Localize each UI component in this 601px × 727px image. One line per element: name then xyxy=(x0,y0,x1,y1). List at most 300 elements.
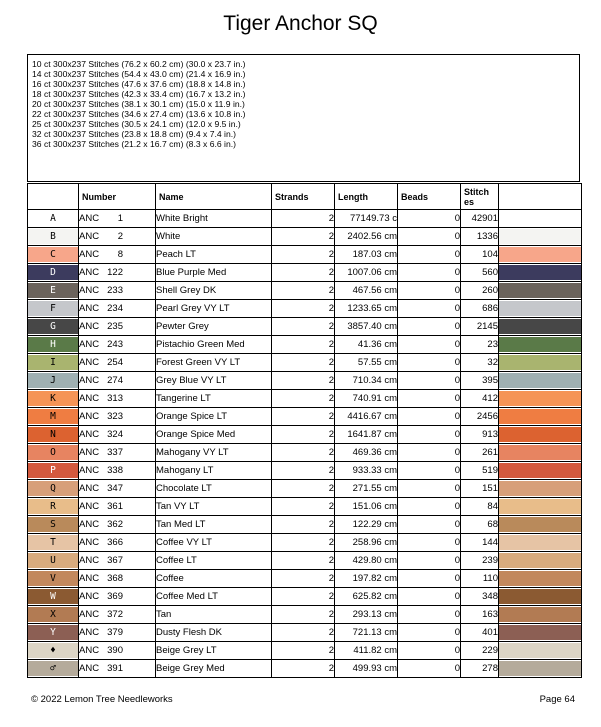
table-row xyxy=(28,210,582,228)
thread-name: Tan xyxy=(156,606,272,624)
thread-number-cell xyxy=(79,318,156,336)
stitch-symbol: E xyxy=(28,283,78,298)
stitches-cell: 239 xyxy=(461,552,499,570)
symbol-cell xyxy=(28,282,79,300)
color-swatch xyxy=(499,409,581,424)
symbol-cell xyxy=(28,534,79,552)
thread-brand: ANC xyxy=(79,429,100,440)
thread-brand: ANC xyxy=(79,627,100,638)
thread-number-cell xyxy=(79,264,156,282)
color-swatch-cell xyxy=(499,300,582,318)
color-swatch xyxy=(499,571,581,586)
color-swatch-cell xyxy=(499,480,582,498)
stitches-cell: 104 xyxy=(461,246,499,264)
beads-cell: 0 xyxy=(398,444,461,462)
thread-number: 243 xyxy=(107,339,123,350)
thread-number-cell xyxy=(79,660,156,678)
header-length: Length xyxy=(335,184,398,210)
thread-number-cell xyxy=(79,552,156,570)
symbol-cell xyxy=(28,336,79,354)
color-swatch xyxy=(499,553,581,568)
length-cell: 429.80 cm xyxy=(335,552,398,570)
thread-brand: ANC xyxy=(79,519,100,530)
stitches-cell: 560 xyxy=(461,264,499,282)
thread-number: 338 xyxy=(107,465,123,476)
thread-brand: ANC xyxy=(79,537,100,548)
stitch-symbol: X xyxy=(28,607,78,622)
thread-name: Beige Grey LT xyxy=(156,642,272,660)
color-swatch-cell xyxy=(499,516,582,534)
color-swatch xyxy=(499,337,581,352)
stitch-symbol: H xyxy=(28,337,78,352)
thread-brand: ANC xyxy=(79,231,100,242)
beads-cell: 0 xyxy=(398,516,461,534)
symbol-cell xyxy=(28,606,79,624)
symbol-cell xyxy=(28,354,79,372)
thread-brand: ANC xyxy=(79,555,100,566)
strands-cell: 2 xyxy=(272,480,335,498)
thread-rows xyxy=(28,210,582,678)
strands-cell: 2 xyxy=(272,210,335,228)
table-row xyxy=(28,246,582,264)
thread-number: 324 xyxy=(107,429,123,440)
strands-cell: 2 xyxy=(272,552,335,570)
color-swatch xyxy=(499,535,581,550)
thread-number-cell xyxy=(79,570,156,588)
beads-cell: 0 xyxy=(398,264,461,282)
length-cell: 469.36 cm xyxy=(335,444,398,462)
thread-number: 337 xyxy=(107,447,123,458)
strands-cell: 2 xyxy=(272,372,335,390)
stitch-symbol: M xyxy=(28,409,78,424)
thread-number: 369 xyxy=(107,591,123,602)
thread-table xyxy=(27,183,582,678)
stitch-symbol: B xyxy=(28,229,78,244)
strands-cell: 2 xyxy=(272,426,335,444)
thread-number-cell xyxy=(79,408,156,426)
symbol-cell xyxy=(28,210,79,228)
beads-cell: 0 xyxy=(398,372,461,390)
beads-cell: 0 xyxy=(398,426,461,444)
stitches-cell: 32 xyxy=(461,354,499,372)
color-swatch xyxy=(499,319,581,334)
length-cell: 41.36 cm xyxy=(335,336,398,354)
strands-cell: 2 xyxy=(272,336,335,354)
thread-brand: ANC xyxy=(79,591,100,602)
thread-number: 234 xyxy=(107,303,123,314)
symbol-cell xyxy=(28,246,79,264)
color-swatch-cell xyxy=(499,318,582,336)
color-swatch xyxy=(499,661,581,676)
header-symbol xyxy=(28,184,79,210)
table-row xyxy=(28,336,582,354)
beads-cell: 0 xyxy=(398,390,461,408)
length-cell: 197.82 cm xyxy=(335,570,398,588)
thread-number-cell xyxy=(79,606,156,624)
thread-number-cell xyxy=(79,372,156,390)
strands-cell: 2 xyxy=(272,660,335,678)
copyright-text: © 2022 Lemon Tree Needleworks xyxy=(31,694,173,705)
strands-cell: 2 xyxy=(272,354,335,372)
fabric-size-line: 10 ct 300x237 Stitches (76.2 x 60.2 cm) (30.0 x 23.7 in.) xyxy=(32,59,246,69)
beads-cell: 0 xyxy=(398,480,461,498)
thread-number-cell xyxy=(79,390,156,408)
table-row xyxy=(28,408,582,426)
thread-number-cell xyxy=(79,336,156,354)
table-row xyxy=(28,282,582,300)
thread-number-cell xyxy=(79,480,156,498)
fabric-size-line: 14 ct 300x237 Stitches (54.4 x 43.0 cm) (21.4 x 16.9 in.) xyxy=(32,69,246,79)
table-row xyxy=(28,552,582,570)
table-row xyxy=(28,570,582,588)
thread-brand: ANC xyxy=(79,447,100,458)
symbol-cell xyxy=(28,624,79,642)
thread-number-cell xyxy=(79,228,156,246)
table-row xyxy=(28,390,582,408)
stitch-symbol: O xyxy=(28,445,78,460)
thread-name: Pearl Grey VY LT xyxy=(156,300,272,318)
thread-number: 2 xyxy=(117,231,123,242)
stitch-symbol: W xyxy=(28,589,78,604)
thread-brand: ANC xyxy=(79,303,100,314)
table-row xyxy=(28,354,582,372)
thread-number: 1 xyxy=(117,213,123,224)
color-swatch-cell xyxy=(499,552,582,570)
strands-cell: 2 xyxy=(272,264,335,282)
stitches-cell: 68 xyxy=(461,516,499,534)
length-cell: 3857.40 cm xyxy=(335,318,398,336)
stitch-symbol: K xyxy=(28,391,78,406)
color-swatch xyxy=(499,427,581,442)
stitches-cell: 42901 xyxy=(461,210,499,228)
strands-cell: 2 xyxy=(272,300,335,318)
color-swatch-cell xyxy=(499,534,582,552)
thread-number: 323 xyxy=(107,411,123,422)
stitches-cell: 395 xyxy=(461,372,499,390)
thread-name: Coffee LT xyxy=(156,552,272,570)
beads-cell: 0 xyxy=(398,408,461,426)
thread-number: 390 xyxy=(107,645,123,656)
fabric-size-line: 22 ct 300x237 Stitches (34.6 x 27.4 cm) (13.6 x 10.8 in.) xyxy=(32,109,246,119)
length-cell: 187.03 cm xyxy=(335,246,398,264)
table-row xyxy=(28,264,582,282)
thread-number: 372 xyxy=(107,609,123,620)
strands-cell: 2 xyxy=(272,624,335,642)
beads-cell: 0 xyxy=(398,318,461,336)
beads-cell: 0 xyxy=(398,534,461,552)
table-row xyxy=(28,642,582,660)
color-swatch xyxy=(499,265,581,280)
thread-number: 367 xyxy=(107,555,123,566)
stitches-cell: 2456 xyxy=(461,408,499,426)
thread-number: 362 xyxy=(107,519,123,530)
stitches-cell: 261 xyxy=(461,444,499,462)
length-cell: 740.91 cm xyxy=(335,390,398,408)
thread-number-cell xyxy=(79,426,156,444)
stitches-cell: 2145 xyxy=(461,318,499,336)
thread-name: Forest Green VY LT xyxy=(156,354,272,372)
color-swatch-cell xyxy=(499,624,582,642)
stitches-cell: 519 xyxy=(461,462,499,480)
color-swatch xyxy=(499,499,581,514)
header-number: Number xyxy=(79,184,156,210)
fabric-size-line: 18 ct 300x237 Stitches (42.3 x 33.4 cm) (16.7 x 13.2 in.) xyxy=(32,89,246,99)
thread-brand: ANC xyxy=(79,285,100,296)
color-swatch-cell xyxy=(499,264,582,282)
color-swatch-cell xyxy=(499,570,582,588)
page-number: Page 64 xyxy=(539,694,575,705)
table-row xyxy=(28,588,582,606)
thread-brand: ANC xyxy=(79,483,100,494)
table-row xyxy=(28,444,582,462)
stitch-symbol: T xyxy=(28,535,78,550)
strands-cell: 2 xyxy=(272,516,335,534)
fabric-size-line: 25 ct 300x237 Stitches (30.5 x 24.1 cm) (12.0 x 9.5 in.) xyxy=(32,119,241,129)
strands-cell: 2 xyxy=(272,408,335,426)
thread-brand: ANC xyxy=(79,411,100,422)
thread-name: Peach LT xyxy=(156,246,272,264)
fabric-size-line: 16 ct 300x237 Stitches (47.6 x 37.6 cm) (18.8 x 14.8 in.) xyxy=(32,79,246,89)
color-swatch xyxy=(499,301,581,316)
length-cell: 258.96 cm xyxy=(335,534,398,552)
thread-name: Dusty Flesh DK xyxy=(156,624,272,642)
thread-brand: ANC xyxy=(79,501,100,512)
color-swatch xyxy=(499,391,581,406)
thread-number-cell xyxy=(79,498,156,516)
stitches-cell: 151 xyxy=(461,480,499,498)
strands-cell: 2 xyxy=(272,282,335,300)
color-swatch-cell xyxy=(499,372,582,390)
symbol-cell xyxy=(28,642,79,660)
color-swatch xyxy=(499,247,581,262)
thread-brand: ANC xyxy=(79,465,100,476)
thread-number-cell xyxy=(79,624,156,642)
table-row xyxy=(28,498,582,516)
beads-cell: 0 xyxy=(398,228,461,246)
length-cell: 57.55 cm xyxy=(335,354,398,372)
beads-cell: 0 xyxy=(398,588,461,606)
beads-cell: 0 xyxy=(398,498,461,516)
strands-cell: 2 xyxy=(272,606,335,624)
color-swatch xyxy=(499,625,581,640)
thread-brand: ANC xyxy=(79,393,100,404)
thread-name: Coffee xyxy=(156,570,272,588)
strands-cell: 2 xyxy=(272,390,335,408)
thread-brand: ANC xyxy=(79,375,100,386)
stitch-symbol: S xyxy=(28,517,78,532)
color-swatch-cell xyxy=(499,462,582,480)
thread-name: Orange Spice LT xyxy=(156,408,272,426)
strands-cell: 2 xyxy=(272,444,335,462)
stitch-symbol: C xyxy=(28,247,78,262)
thread-brand: ANC xyxy=(79,267,100,278)
beads-cell: 0 xyxy=(398,624,461,642)
beads-cell: 0 xyxy=(398,210,461,228)
color-swatch-cell xyxy=(499,336,582,354)
fabric-size-line: 32 ct 300x237 Stitches (23.8 x 18.8 cm) (9.4 x 7.4 in.) xyxy=(32,129,236,139)
thread-number-cell xyxy=(79,354,156,372)
symbol-cell xyxy=(28,426,79,444)
table-row xyxy=(28,624,582,642)
symbol-cell xyxy=(28,372,79,390)
color-swatch xyxy=(499,517,581,532)
color-swatch-cell xyxy=(499,606,582,624)
header-beads: Beads xyxy=(398,184,461,210)
stitch-symbol: Y xyxy=(28,625,78,640)
thread-number-cell xyxy=(79,246,156,264)
thread-brand: ANC xyxy=(79,645,100,656)
thread-name: Coffee Med LT xyxy=(156,588,272,606)
thread-brand: ANC xyxy=(79,321,100,332)
color-swatch xyxy=(499,445,581,460)
beads-cell: 0 xyxy=(398,660,461,678)
strands-cell: 2 xyxy=(272,534,335,552)
table-row xyxy=(28,372,582,390)
header-color xyxy=(499,184,582,210)
color-swatch xyxy=(499,229,581,244)
symbol-cell xyxy=(28,300,79,318)
stitches-cell: 260 xyxy=(461,282,499,300)
stitch-symbol: P xyxy=(28,463,78,478)
beads-cell: 0 xyxy=(398,462,461,480)
thread-number: 8 xyxy=(117,249,123,260)
color-swatch-cell xyxy=(499,246,582,264)
thread-name: Shell Grey DK xyxy=(156,282,272,300)
beads-cell: 0 xyxy=(398,570,461,588)
color-swatch xyxy=(499,589,581,604)
stitches-cell: 913 xyxy=(461,426,499,444)
stitch-symbol: G xyxy=(28,319,78,334)
beads-cell: 0 xyxy=(398,642,461,660)
table-row xyxy=(28,660,582,678)
thread-number: 347 xyxy=(107,483,123,494)
stitches-cell: 163 xyxy=(461,606,499,624)
thread-number-cell xyxy=(79,534,156,552)
thread-name: Tan Med LT xyxy=(156,516,272,534)
thread-name: Mahogany VY LT xyxy=(156,444,272,462)
stitch-symbol: ♦ xyxy=(28,643,78,658)
color-swatch-cell xyxy=(499,498,582,516)
thread-number: 368 xyxy=(107,573,123,584)
table-row xyxy=(28,228,582,246)
thread-number-cell xyxy=(79,642,156,660)
stitches-cell: 348 xyxy=(461,588,499,606)
color-swatch xyxy=(499,355,581,370)
length-cell: 1007.06 cm xyxy=(335,264,398,282)
thread-brand: ANC xyxy=(79,609,100,620)
color-swatch-cell xyxy=(499,444,582,462)
length-cell: 4416.67 cm xyxy=(335,408,398,426)
thread-name: Tan VY LT xyxy=(156,498,272,516)
color-swatch xyxy=(499,373,581,388)
fabric-size-line: 36 ct 300x237 Stitches (21.2 x 16.7 cm) (8.3 x 6.6 in.) xyxy=(32,139,236,149)
color-swatch-cell xyxy=(499,408,582,426)
length-cell: 1233.65 cm xyxy=(335,300,398,318)
thread-number: 391 xyxy=(107,663,123,674)
strands-cell: 2 xyxy=(272,462,335,480)
thread-name: Blue Purple Med xyxy=(156,264,272,282)
thread-name: White Bright xyxy=(156,210,272,228)
thread-number: 235 xyxy=(107,321,123,332)
strands-cell: 2 xyxy=(272,498,335,516)
thread-number-cell xyxy=(79,282,156,300)
strands-cell: 2 xyxy=(272,588,335,606)
fabric-size-box xyxy=(27,54,580,182)
strands-cell: 2 xyxy=(272,246,335,264)
length-cell: 499.93 cm xyxy=(335,660,398,678)
thread-number: 274 xyxy=(107,375,123,386)
thread-number-cell xyxy=(79,210,156,228)
color-swatch-cell xyxy=(499,228,582,246)
stitches-cell: 686 xyxy=(461,300,499,318)
strands-cell: 2 xyxy=(272,228,335,246)
length-cell: 1641.87 cm xyxy=(335,426,398,444)
thread-number: 361 xyxy=(107,501,123,512)
table-row xyxy=(28,606,582,624)
thread-number: 233 xyxy=(107,285,123,296)
symbol-cell xyxy=(28,660,79,678)
color-swatch-cell xyxy=(499,642,582,660)
symbol-cell xyxy=(28,462,79,480)
symbol-cell xyxy=(28,228,79,246)
color-swatch-cell xyxy=(499,210,582,228)
thread-brand: ANC xyxy=(79,339,100,350)
stitches-cell: 144 xyxy=(461,534,499,552)
table-header-row xyxy=(28,184,582,210)
color-swatch xyxy=(499,481,581,496)
symbol-cell xyxy=(28,318,79,336)
thread-brand: ANC xyxy=(79,249,100,260)
fabric-size-list xyxy=(32,59,579,149)
stitches-cell: 110 xyxy=(461,570,499,588)
color-swatch xyxy=(499,283,581,298)
stitch-symbol: U xyxy=(28,553,78,568)
symbol-cell xyxy=(28,516,79,534)
thread-number-cell xyxy=(79,588,156,606)
table-row xyxy=(28,300,582,318)
beads-cell: 0 xyxy=(398,282,461,300)
thread-brand: ANC xyxy=(79,573,100,584)
thread-name: Coffee VY LT xyxy=(156,534,272,552)
beads-cell: 0 xyxy=(398,606,461,624)
color-swatch xyxy=(499,607,581,622)
strands-cell: 2 xyxy=(272,318,335,336)
stitches-cell: 229 xyxy=(461,642,499,660)
thread-number-cell xyxy=(79,462,156,480)
length-cell: 933.33 cm xyxy=(335,462,398,480)
color-swatch xyxy=(499,463,581,478)
stitch-symbol: R xyxy=(28,499,78,514)
stitches-cell: 84 xyxy=(461,498,499,516)
color-swatch xyxy=(499,211,581,226)
thread-number: 366 xyxy=(107,537,123,548)
stitch-symbol: V xyxy=(28,571,78,586)
thread-number: 122 xyxy=(107,267,123,278)
length-cell: 625.82 cm xyxy=(335,588,398,606)
beads-cell: 0 xyxy=(398,354,461,372)
length-cell: 2402.56 cm xyxy=(335,228,398,246)
stitch-symbol: N xyxy=(28,427,78,442)
length-cell: 293.13 cm xyxy=(335,606,398,624)
thread-name: White xyxy=(156,228,272,246)
stitch-symbol: I xyxy=(28,355,78,370)
beads-cell: 0 xyxy=(398,552,461,570)
stitch-symbol: A xyxy=(28,211,78,226)
stitches-cell: 23 xyxy=(461,336,499,354)
color-swatch-cell xyxy=(499,588,582,606)
thread-name: Pewter Grey xyxy=(156,318,272,336)
thread-number-cell xyxy=(79,300,156,318)
